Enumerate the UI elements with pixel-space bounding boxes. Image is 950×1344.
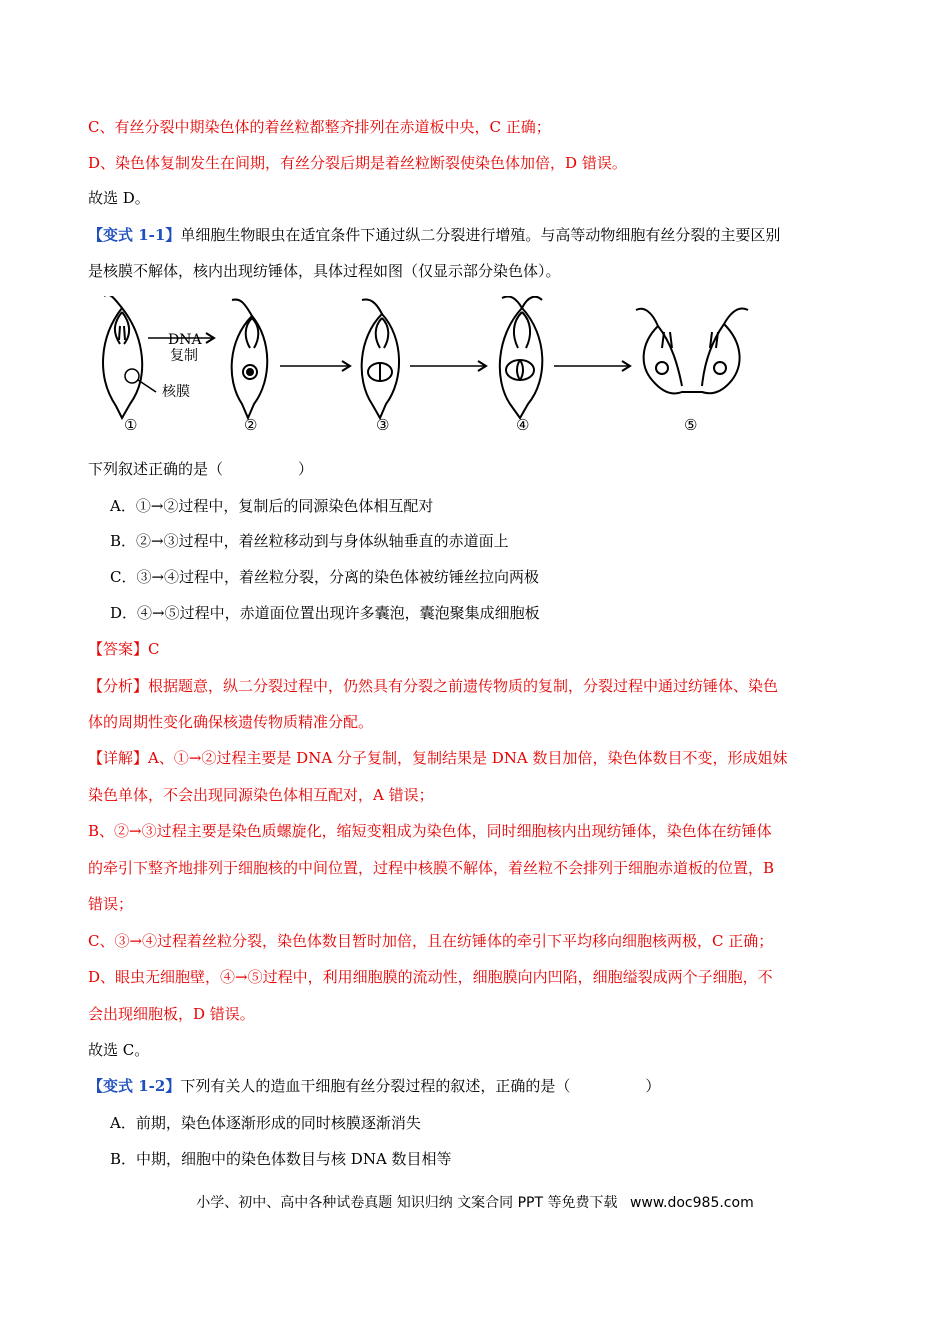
- page-footer: [0, 1192, 950, 1212]
- option-a: A．①→②过程中，复制后的同源染色体相互配对: [110, 497, 434, 515]
- text-line: D、眼虫无细胞壁，④→⑤过程中，利用细胞膜的流动性，细胞膜向内凹陷，细胞缢裂成两个子细胞，不: [88, 968, 773, 986]
- variant-text: 下列有关人的造血干细胞有丝分裂过程的叙述，正确的是（ ）: [180, 1077, 661, 1095]
- text-line: 故选 C。: [88, 1041, 150, 1059]
- stage-label-1: ①: [124, 416, 138, 434]
- option-d: D．④→⑤过程中，赤道面位置出现许多囊泡，囊泡聚集成细胞板: [110, 604, 540, 622]
- stage-label-4: ④: [516, 416, 530, 434]
- text-line: 染色单体，不会出现同源染色体相互配对，A 错误；: [88, 786, 434, 804]
- variant-text: 单细胞生物眼虫在适宜条件下通过纵二分裂进行增殖。与高等动物细胞有丝分裂的主要区别: [180, 226, 781, 244]
- analysis-tag: 【分析】: [88, 677, 149, 695]
- text-line: 是核膜不解体，核内出现纺锤体，具体过程如图（仅显示部分染色体）。: [88, 262, 561, 280]
- option-b: B．②→③过程中，着丝粒移动到与身体纵轴垂直的赤道面上: [110, 532, 509, 550]
- text-line: D、染色体复制发生在间期，有丝分裂后期是着丝粒断裂使染色体加倍，D 错误。: [88, 154, 627, 172]
- text-line: 故选 D。: [88, 189, 150, 207]
- footer-url[interactable]: www.doc985.com: [629, 1195, 754, 1211]
- option-c: C．③→④过程中，着丝粒分裂，分离的染色体被纺锤丝拉向两极: [110, 568, 540, 586]
- detail-text: A、①→②过程主要是 DNA 分子复制，复制结果是 DNA 数目加倍，染色体数目不变，形成姐妹: [148, 749, 788, 767]
- option-a: A．前期，染色体逐渐形成的同时核膜逐渐消失: [110, 1114, 421, 1132]
- variant-tag: 【变式 1-2】: [88, 1077, 181, 1095]
- stage-label-3: ③: [376, 416, 390, 434]
- stage-label-2: ②: [244, 416, 258, 434]
- variant-tag: 【变式 1-1】: [88, 226, 181, 244]
- question-line: 下列叙述正确的是（ ）: [88, 460, 314, 478]
- text-line: C、③→④过程着丝粒分裂，染色体数目暂时加倍，且在纺锤体的牵引下平均移向细胞核两极，C 正确；: [88, 932, 774, 950]
- text-line: 错误；: [88, 895, 134, 913]
- answer-line: 【答案】C: [88, 640, 160, 658]
- text-line: 的牵引下整齐地排列于细胞核的中间位置，过程中核膜不解体，着丝粒不会排列于细胞赤道板的位置，B: [88, 859, 775, 877]
- text-line: 会出现细胞板，D 错误。: [88, 1005, 255, 1023]
- variant-1-2-line: [88, 1076, 660, 1096]
- variant-1-1-line: [88, 225, 780, 245]
- text-line: C、有丝分裂中期染色体的着丝粒都整齐排列在赤道板中央，C 正确；: [88, 118, 551, 136]
- detail-line: [88, 748, 787, 768]
- footer-text: 小学、初中、高中各种试卷真题 知识归纳 文案合同 PPT 等免费下载: [196, 1195, 618, 1211]
- label-dna: DNA: [168, 332, 202, 348]
- option-b: B．中期，细胞中的染色体数目与核 DNA 数目相等: [110, 1150, 452, 1168]
- label-membrane: 核膜: [162, 384, 190, 400]
- stage-label-5: ⑤: [684, 416, 698, 434]
- label-copy: 复制: [170, 348, 198, 364]
- text-line: 体的周期性变化确保核遗传物质精准分配。: [88, 713, 374, 731]
- text-line: B、②→③过程主要是染色质螺旋化，缩短变粗成为染色体，同时细胞核内出现纺锤体，染色体在纺锤体: [88, 822, 772, 840]
- analysis-text: 根据题意，纵二分裂过程中，仍然具有分裂之前遗传物质的复制，分裂过程中通过纺锤体、染色: [148, 677, 779, 695]
- euglena-division-figure: [92, 296, 752, 434]
- analysis-line: [88, 676, 778, 696]
- detail-tag: 【详解】: [88, 749, 149, 767]
